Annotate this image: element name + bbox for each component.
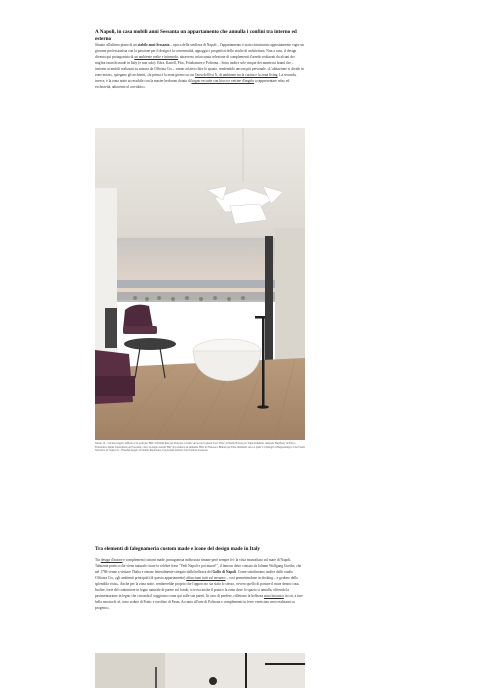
- caption-text: Natale 14 – Cucina progetto Officina Cix, poltrone 'Bibi' di Fabrik Ruiz per Poltrona. Credits: un tavolo in pietra Ivori 'Udae' di Studio Bavaar per Tripie Kukkabu, lampada 'Big Bang' di Enrico Franzolini e Denis Santachiara per Foscarini; vasca da bagno Alavin 'Birr' di Ceramica ad ambiente 'Bibi' di Francesco Binfaré per Edra. Rubinetti vasca e piani 'Cri Design' di Bagnodesign e Cisal Santa Salvatrice in 'Sauna' di – Fissaden Angelo da Studio Riparoniea, il personale Libreria Cini Cultura di esterno.: [95, 442, 305, 453]
- interior-photo-bathroom: [95, 653, 305, 688]
- article-paragraph-1: [95, 42, 305, 90]
- paragraph-2-text: [95, 557, 305, 611]
- heading-1-text: A Napoli, in casa mobili anni Sessanta un appartamento che annulla i confini tra interno ed esterno: [95, 29, 297, 42]
- article-heading-2: [95, 546, 305, 553]
- text-run: – così permettendone in decking – e godono della splendida vista». Anche per la zona notte, sembrerebbe proprio che l'approccio sia stato lo stesso, ovvero quello di portare il mare dentro casa. Inoltre, forte del contenitore in legno naturale di parete sul fondo, si trova anche il pratico la zona dove lo spazio si annulla, offrendo la pavimentazione in legno che circonda il soggiorno come qui sulle sue pareti. In caso di perdere, riflettono la bellezza: [95, 576, 300, 598]
- inline-link[interactable]: un ambiente realte e ininmodo: [134, 55, 179, 59]
- text-run: Situato all'ultimo piano di un: [95, 43, 138, 47]
- paragraph-1-text: [95, 42, 305, 90]
- inline-link[interactable]: zona botanica: [263, 594, 284, 598]
- photo-caption: [95, 442, 305, 453]
- article-paragraph-2: [95, 557, 305, 611]
- bold-text: Golfo di Napoli: [212, 570, 237, 574]
- article-heading-1: [95, 29, 305, 43]
- bathroom-photo-illustration: [95, 653, 305, 688]
- text-run: a rappresentare relax ed esclusività, adiacente al corridoio».: [95, 79, 290, 89]
- inline-link[interactable]: l'area dell'ext 'li, di ambiente tra la cucina e la zona living: [194, 73, 278, 77]
- text-run: . Come sottolineano inoltre dallo studio Officina Cix, «gli ambienti principali (di questo appartamento): [95, 570, 293, 580]
- text-run: Tra: [95, 558, 101, 562]
- text-run: in cui, a fare bella mostra di sé, sono sedute di Fratic e tavolino di Fasm. Accanto all'arte di Poltrona e complementi in ferro verniciato nero realizzati su progetto».: [95, 594, 303, 610]
- inline-link[interactable]: design d'autore: [100, 558, 123, 562]
- interior-photo-living: [95, 128, 305, 440]
- inline-link[interactable]: affacciano tutti sul terrazzo: [186, 576, 226, 580]
- text-run: . La seconda, invece, è la zona notte accessibile con la master bedroom dotata di: [95, 73, 297, 83]
- text-run: e complementi custom made, protagonista indiscussa rimane però sempre lei: la vista mozzafiato sul mare di Napoli. Talmente poetica che viene naturale citare la celebre frase "Vedi Napoli e poi muori!", il famoso detto coniato da Johann Wolfgang Goethe, che nel 1786 venne a visitare l'Italia e rimase letteralmente stregato dalla bellezza del: [95, 558, 302, 574]
- heading-2-text: Tra elementi di falegnameria custom made e icone del design made in Italy: [95, 546, 261, 552]
- text-run: , attraverso un'accurata selezione di complementi d'arredo realizzati da alcuni dei migliori marchi made in Italy (e non solo): Edra, Kartell, Flos, Fritzhansen e Poltrona... Sono inoltre sole cinque dei numerosi brand che – insieme ai mobili realizzati su misura da Officina Cix – vanno ad arricchire lo spazio, rendendolo ancora più personale. «L'abitazione si divide in zone miste», spiegano gli architetti, «la prima è la zona giorno su cui: [95, 55, 304, 77]
- interior-photo-illustration: [95, 128, 305, 440]
- text-run: – epoca della sterlizza di Napoli – l'appartamento è stato ristrutturato appositamente vigor un giovane professionista con la passione per il design e la convenialità, appoggio i progettisti dello studio di architettura. Non a caso, il design diventa qui protagonista di: [95, 43, 305, 59]
- inline-link[interactable]: bagno en suite con bocca e vetrine d'angolo: [191, 79, 255, 83]
- bold-text: stabile anni Sessanta: [137, 43, 170, 47]
